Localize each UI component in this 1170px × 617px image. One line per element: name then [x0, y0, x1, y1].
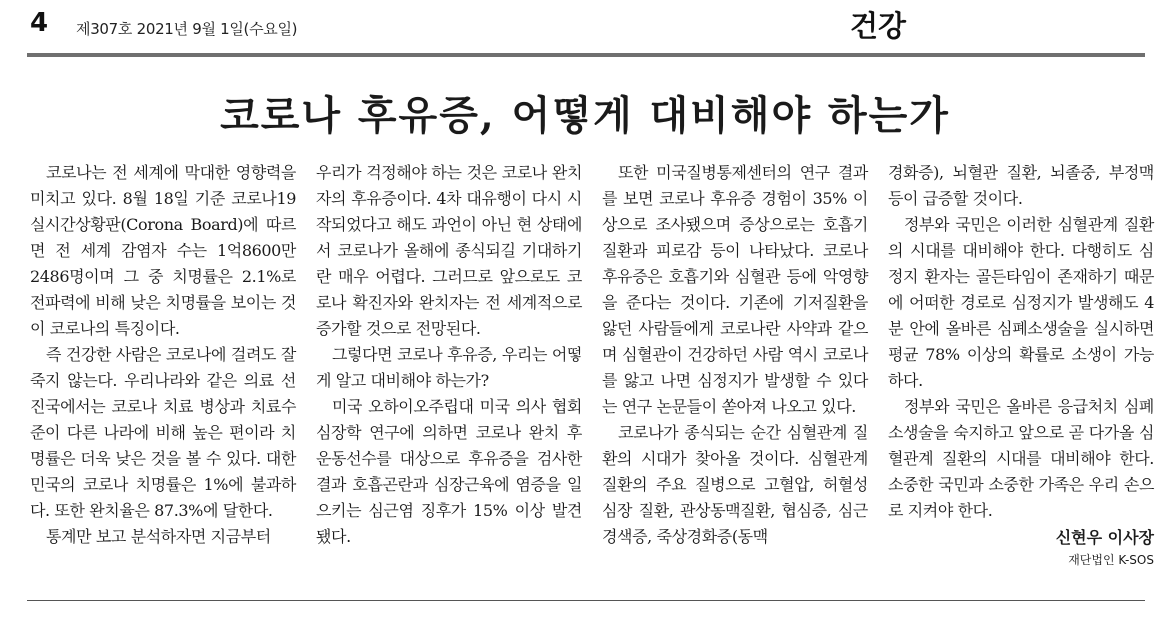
paragraph: 우리가 걱정해야 하는 것은 코로나 완치자의 후유증이다. 4차 대유행이 다시 시작되었다고 해도 과언이 아닌 현 상태에서 코로나가 올해에 종식되길 기대하기란 매우 어렵다. 그러므로 앞으로도 코로나 확진자와 완치자는 전 세계적으로 증가할 것으로 전망된다. — [316, 163, 582, 338]
header-rule — [27, 53, 1145, 57]
page-header — [0, 0, 1170, 56]
article-body — [30, 160, 1154, 570]
author-byline: 신현우 이사장 — [1055, 528, 1154, 547]
paragraph: 정부와 국민은 이러한 심혈관계 질환의 시대를 대비해야 한다. 다행히도 심정지 환자는 골든타임이 존재하기 때문에 어떠한 경로로 심정지가 발생해도 4분 안에 올바른 심폐소생술을 실시하면 평균 78% 이상의 확률로 소생이 가능하다. — [888, 215, 1154, 390]
paragraph: 또한 미국질병통제센터의 연구 결과를 보면 코로나 후유증 경험이 35% 이상으로 조사됐으며 증상으로는 호흡기 질환과 피로감 등이 나타났다. 코로나 후유증은 호흡기와 심혈관 등에 악영향을 준다는 것이다. 기존에 기저질환을 앓던 사람들에게 코로나란 사약과 같으며 심혈관이 건강하던 사람 역시 코로나를 앓고 나면 심정지가 발생할 수 있다는 연구 논문들이 쏟아져 나오고 있다. — [602, 163, 868, 416]
text-column-3 — [602, 160, 868, 570]
paragraph: 그렇다면 코로나 후유증, 우리는 어떻게 알고 대비해야 하는가? — [316, 345, 582, 390]
paragraph: 경화증), 뇌혈관 질환, 뇌졸중, 부정맥 등이 급증할 것이다. — [888, 163, 1154, 208]
text-column-1 — [30, 160, 296, 570]
text-column-4 — [888, 160, 1154, 570]
paragraph: 즉 건강한 사람은 코로나에 걸려도 잘 죽지 않는다. 우리나라와 같은 의료 선진국에서는 코로나 치료 병상과 치료수준이 다른 나라에 비해 높은 편이라 치명률은 더욱 낮은 것을 볼 수 있다. 대한민국의 코로나 치명률은 1%에 불과하다. 또한 완치율은 87.3%에 달한다. — [30, 345, 296, 520]
paragraph: 통계만 보고 분석하자면 지금부터 — [46, 527, 271, 546]
article-title: 코로나 후유증, 어떻게 대비해야 하는가 — [220, 92, 950, 139]
page-number: 4 — [30, 8, 49, 38]
paragraph: 미국 오하이오주립대 미국 의사 협회 심장학 연구에 의하면 코로나 완치 후 운동선수를 대상으로 후유증을 검사한 결과 호흡곤란과 심장근육에 염증을 일으키는 심근염 징후가 15% 이상 발견됐다. — [316, 397, 582, 546]
section-title: 건강 — [850, 9, 907, 43]
author-organization: 재단법인 K-SOS — [1068, 553, 1154, 567]
text-column-2 — [316, 160, 582, 570]
paragraph: 코로나가 종식되는 순간 심혈관계 질환의 시대가 찾아올 것이다. 심혈관계 질환의 주요 질병으로 고혈압, 허혈성 심장 질환, 관상동맥질환, 협심증, 심근경색증, 죽상경화증(동맥 — [602, 423, 868, 546]
paragraph: 정부와 국민은 올바른 응급처치 심폐소생술을 숙지하고 앞으로 곧 다가올 심혈관계 질환의 시대를 대비해야 한다. 소중한 국민과 소중한 가족은 우리 손으로 지켜야 한다. — [888, 397, 1154, 520]
footer-rule — [27, 600, 1145, 601]
issue-date: 제307호 2021년 9월 1일(수요일) — [76, 20, 298, 38]
paragraph: 코로나는 전 세계에 막대한 영향력을 미치고 있다. 8월 18일 기준 코로나19 실시간상황판(Corona Board)에 따르면 전 세계 감염자 수는 1억8600만2486명이며 그 중 치명률은 2.1%로 전파력에 비해 낮은 치명률을 보이는 것이 코로나의 특징이다. — [30, 163, 296, 338]
